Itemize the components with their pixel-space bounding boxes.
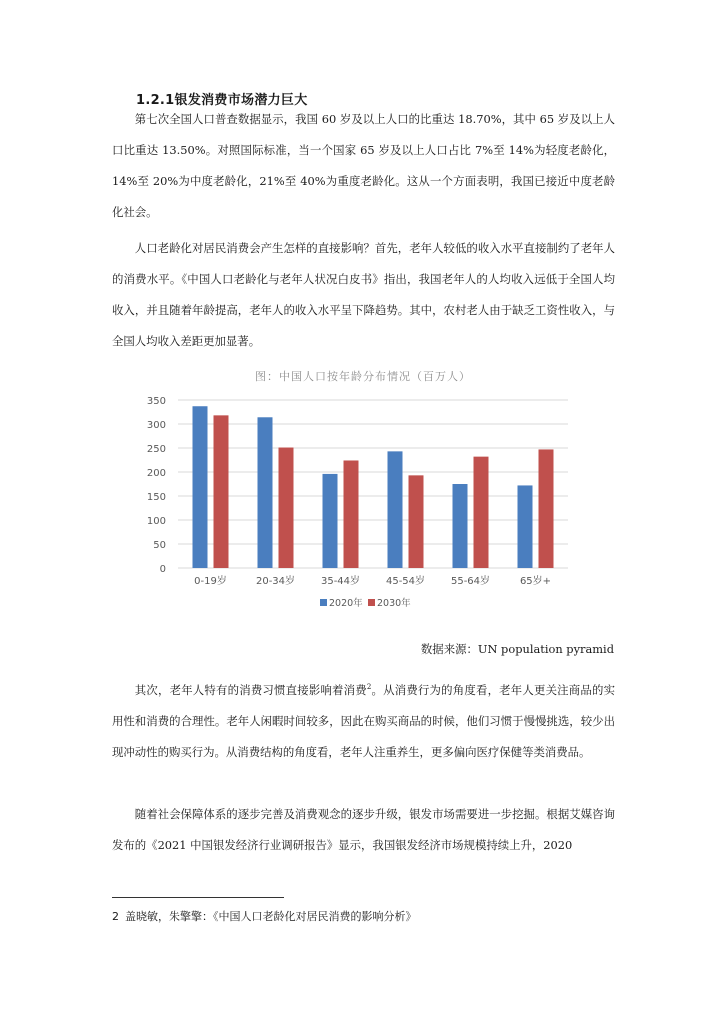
bar-2020 xyxy=(323,474,338,568)
footnote-number: 2 xyxy=(112,910,119,923)
footnote-ref[interactable]: 2 xyxy=(366,683,372,692)
data-source-note: 数据来源：UN population pyramid xyxy=(420,642,614,656)
x-tick-label: 55-64岁 xyxy=(450,576,491,587)
bar-2030 xyxy=(539,449,554,568)
legend-swatch xyxy=(320,599,327,606)
y-tick-label: 350 xyxy=(146,396,166,407)
paragraph-income: 人口老龄化对居民消费会产生怎样的直接影响？首先，老年人较低的收入水平直接制约了老年人的消费水平。《中国人口老龄化与老年人状况白皮书》指出，我国老年人的人均收入远低于全国人均收入，并且随着年龄提高，老年人的收入水平呈下降趋势。其中，农村老人由于缺乏工资性收入，与全国人均收入差距更加显著。 xyxy=(112,241,615,348)
y-tick-label: 300 xyxy=(146,420,166,431)
bar-2030 xyxy=(214,415,229,568)
bar-2030 xyxy=(344,460,359,568)
x-tick-label: 65岁+ xyxy=(519,576,552,587)
footnote xyxy=(112,908,417,924)
chart-title: 图：中国人口按年龄分布情况（百万人） xyxy=(255,370,471,383)
legend-swatch xyxy=(368,599,375,606)
bar-2030 xyxy=(474,457,489,568)
y-tick-label: 0 xyxy=(159,564,166,575)
x-tick-label: 45-54岁 xyxy=(385,576,426,587)
x-tick-label: 35-44岁 xyxy=(320,576,361,587)
bar-2030 xyxy=(279,448,294,568)
footnote-text: 盖晓敏，朱擎擎：《中国人口老龄化对居民消费的影响分析》 xyxy=(125,910,417,923)
paragraph-habits xyxy=(112,675,615,768)
y-tick-label: 200 xyxy=(146,468,166,479)
bar-2020 xyxy=(258,417,273,568)
y-tick-label: 150 xyxy=(146,492,166,503)
bar-2020 xyxy=(518,485,533,568)
bar-2020 xyxy=(193,406,208,568)
footnote-divider xyxy=(112,897,284,898)
y-tick-label: 50 xyxy=(153,540,166,551)
y-tick-label: 250 xyxy=(146,444,166,455)
paragraph-habits-text-a: 其次，老年人特有的消费习惯直接影响着消费 xyxy=(134,683,367,697)
chart-canvas xyxy=(112,362,615,622)
age-distribution-chart xyxy=(112,362,615,622)
x-tick-label: 20-34岁 xyxy=(255,576,296,587)
bar-2020 xyxy=(388,451,403,568)
legend-label: 2020年 xyxy=(329,598,363,609)
section-heading: 1.2.1银发消费市场潜力巨大 xyxy=(136,93,308,108)
x-tick-label: 0-19岁 xyxy=(194,576,227,587)
y-tick-label: 100 xyxy=(146,516,166,527)
bar-2020 xyxy=(453,484,468,568)
legend-label: 2030年 xyxy=(377,598,411,609)
bar-2030 xyxy=(409,475,424,568)
paragraph-habits-text-b: 。从消费行为的角度看，老年人更关注商品的实用性和消费的合理性。老年人闲暇时间较多，因此在购买商品的时候，他们习惯于慢慢挑选，较少出现冲动性的购买行为。从消费结构的角度看，老年人注重养生，更多偏向医疗保健等类消费品。 xyxy=(112,683,615,759)
paragraph-census: 第七次全国人口普查数据显示，我国 60 岁及以上人口的比重达 18.70%，其中 65 岁及以上人口比重达 13.50%。对照国际标准，当一个国家 65 岁及以上人口占比 7%至 14%为轻度老龄化，14%至 20%为中度老龄化，21%至 40%为重度老龄化。这从一个方面表明，我国已接近中度老龄化社会。 xyxy=(112,112,615,219)
paragraph-market: 随着社会保障体系的逐步完善及消费观念的逐步升级，银发市场需要进一步挖掘。根据艾媒咨询发布的《2021 中国银发经济行业调研报告》显示，我国银发经济市场规模持续上升，2020 xyxy=(112,807,615,852)
